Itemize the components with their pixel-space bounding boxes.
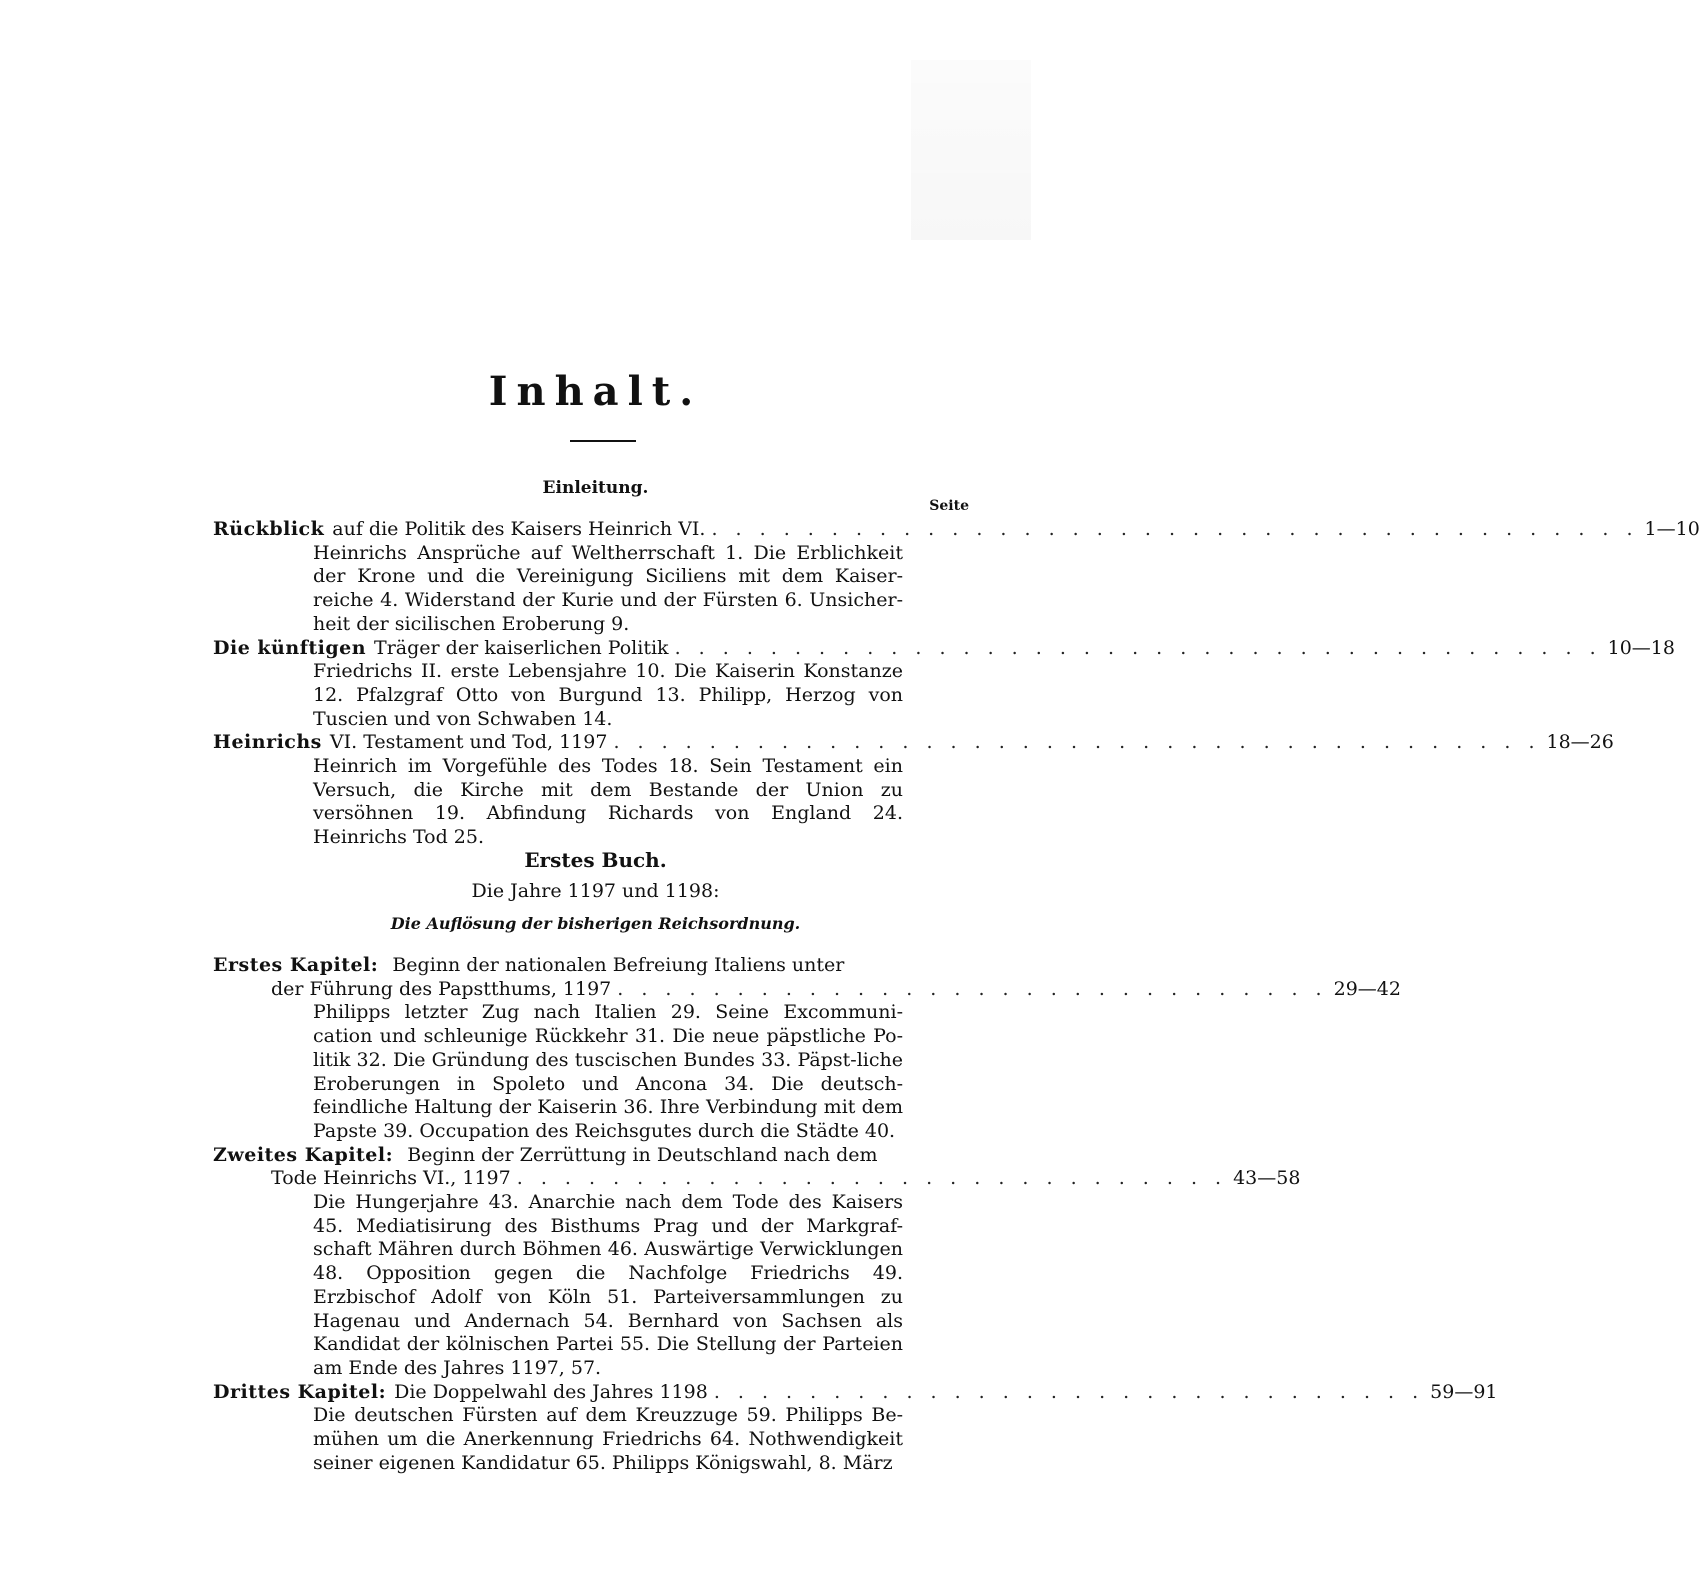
- toc-entry-lead: Die künftigen: [213, 636, 367, 659]
- toc-chapter-title: Beginn der Zerrüttung in Deutschland nach dem: [407, 1143, 878, 1166]
- toc-entry-title: Träger der kaiserlichen Politik: [374, 636, 669, 659]
- toc-chapter-summary: Die deutschen Fürsten auf dem Kreuzzuge 59. Philipps Be-mühen um die Anerkennung Friedrichs 64. Nothwendigkeit seiner eigenen Kandidatur 65. Philipps Königswahl, 8. März: [313, 1404, 903, 1474]
- toc-chapter-title-cont: Tode Heinrichs VI., 1197: [271, 1167, 511, 1190]
- page-title: Inhalt.: [488, 368, 703, 415]
- toc-chapter-pages: 59—91: [1430, 1380, 1498, 1403]
- toc-chapter-summary: Philipps letzter Zug nach Italien 29. Seine Excommuni-cation und schleunige Rückkehr 31. Die neue päpstliche Po-litik 32. Die Gründung des tuscischen Bundes 33. Päpst-liche Eroberungen in Spoleto und Ancona 34. Die deutsch-feindliche Haltung der Kaiserin 36. Ihre Verbindung mit dem Papste 39. Occupation des Reichsgutes durch die Städte 40.: [313, 1001, 903, 1142]
- toc-chapter-summary: Die Hungerjahre 43. Anarchie nach dem Tode des Kaisers 45. Mediatisirung des Bisthums Prag und der Markgraf-schaft Mähren durch Böhmen 46. Auswärtige Verwicklungen 48. Opposition gegen die Nachfolge Friedrichs 49. Erzbischof Adolf von Köln 51. Parteiversammlungen zu Hagenau und Andernach 54. Bernhard von Sachsen als Kandidat der kölnischen Partei 55. Die Stellung der Parteien am Ende des Jahres 1197, 57.: [313, 1191, 903, 1379]
- toc-entry: [213, 731, 1614, 850]
- toc-entry-head: [213, 731, 1614, 755]
- scan-artifact: [911, 60, 1031, 240]
- toc-chapter: [213, 954, 1401, 1144]
- toc-entry-title: auf die Politik des Kaisers Heinrich VI.: [332, 518, 706, 540]
- toc-entry-head: [213, 636, 1675, 661]
- book-heading: Erstes Buch.: [524, 848, 667, 872]
- introduction-toc: [213, 518, 1700, 850]
- toc-chapter-title: Die Doppelwahl des Jahres 1198: [394, 1380, 708, 1403]
- toc-chapter-title: Beginn der nationalen Befreiung Italiens unter: [392, 954, 845, 976]
- toc-chapter-title-cont: der Führung des Papstthums, 1197: [271, 977, 612, 1000]
- toc-chapter: [213, 1380, 1498, 1476]
- title-divider: [570, 440, 636, 442]
- toc-entry-lead: Rückblick: [213, 518, 325, 540]
- toc-entry-pages: 18—26: [1546, 731, 1614, 754]
- leader-dots: . . . . . . . . . . . . . . . . . . . . . . . . . . . . . . . . . . . . . . .: [613, 731, 1541, 754]
- book-subtitle: Die Jahre 1197 und 1198:: [471, 880, 720, 902]
- toc-entry-pages: 1—10: [1644, 518, 1700, 540]
- toc-chapter-lead: Erstes Kapitel:: [213, 954, 379, 976]
- toc-entry-summary: Heinrich im Vorgefühle des Todes 18. Sein Testament ein Versuch, die Kirche mit dem Bestande der Union zu versöhnen 19. Abfindung Richards von England 24. Heinrichs Tod 25.: [313, 755, 903, 849]
- toc-entry-head: [213, 518, 1700, 542]
- toc-chapter-head: [213, 1380, 1498, 1405]
- toc-chapter-head-line2: [213, 1167, 1301, 1191]
- toc-chapter-head: [213, 1144, 983, 1168]
- toc-chapter: [213, 1143, 1301, 1381]
- toc-entry-summary: Heinrichs Ansprüche auf Weltherrschaft 1. Die Erblichkeit der Krone und die Vereinigung Siciliens mit dem Kaiser-reiche 4. Widerstand der Kurie und der Fürsten 6. Unsicher-heit der sicilischen Eroberung 9.: [313, 541, 903, 635]
- toc-chapter-pages: 43—58: [1233, 1167, 1301, 1190]
- toc-entry-lead: Heinrichs: [213, 731, 322, 754]
- leader-dots: . . . . . . . . . . . . . . . . . . . . . . . . . . . . . .: [617, 977, 1328, 1000]
- toc-chapter-lead: Drittes Kapitel:: [213, 1380, 387, 1403]
- toc-entry: [213, 518, 1700, 637]
- toc-chapter-head: [213, 954, 983, 978]
- leader-dots: . . . . . . . . . . . . . . . . . . . . . . . . . . . . . .: [713, 1380, 1425, 1403]
- book-toc: [213, 954, 1498, 1475]
- toc-chapter-head-line2: [213, 977, 1401, 1002]
- toc-chapter-lead: Zweites Kapitel:: [213, 1143, 394, 1166]
- toc-entry-summary: Friedrichs II. erste Lebensjahre 10. Die Kaiserin Konstanze 12. Pfalzgraf Otto von Burgund 13. Philipp, Herzog von Tuscien und von Schwaben 14.: [313, 660, 903, 730]
- book-subtitle-2: Die Auflösung der bisherigen Reichsordnung.: [390, 914, 801, 933]
- toc-entry-pages: 10—18: [1607, 636, 1675, 659]
- toc-entry-title: VI. Testament und Tod, 1197: [329, 731, 608, 754]
- toc-entry: [213, 636, 1675, 732]
- toc-chapter-pages: 29—42: [1333, 977, 1401, 1000]
- page-column-label: Seite: [929, 498, 969, 514]
- leader-dots: . . . . . . . . . . . . . . . . . . . . . . . . . . . . . . . . . . . . . . .: [711, 518, 1639, 540]
- leader-dots: . . . . . . . . . . . . . . . . . . . . . . . . . . . . . .: [516, 1167, 1228, 1190]
- introduction-heading: Einleitung.: [542, 478, 649, 498]
- leader-dots: . . . . . . . . . . . . . . . . . . . . . . . . . . . . . . . . . . . . . . .: [674, 636, 1602, 659]
